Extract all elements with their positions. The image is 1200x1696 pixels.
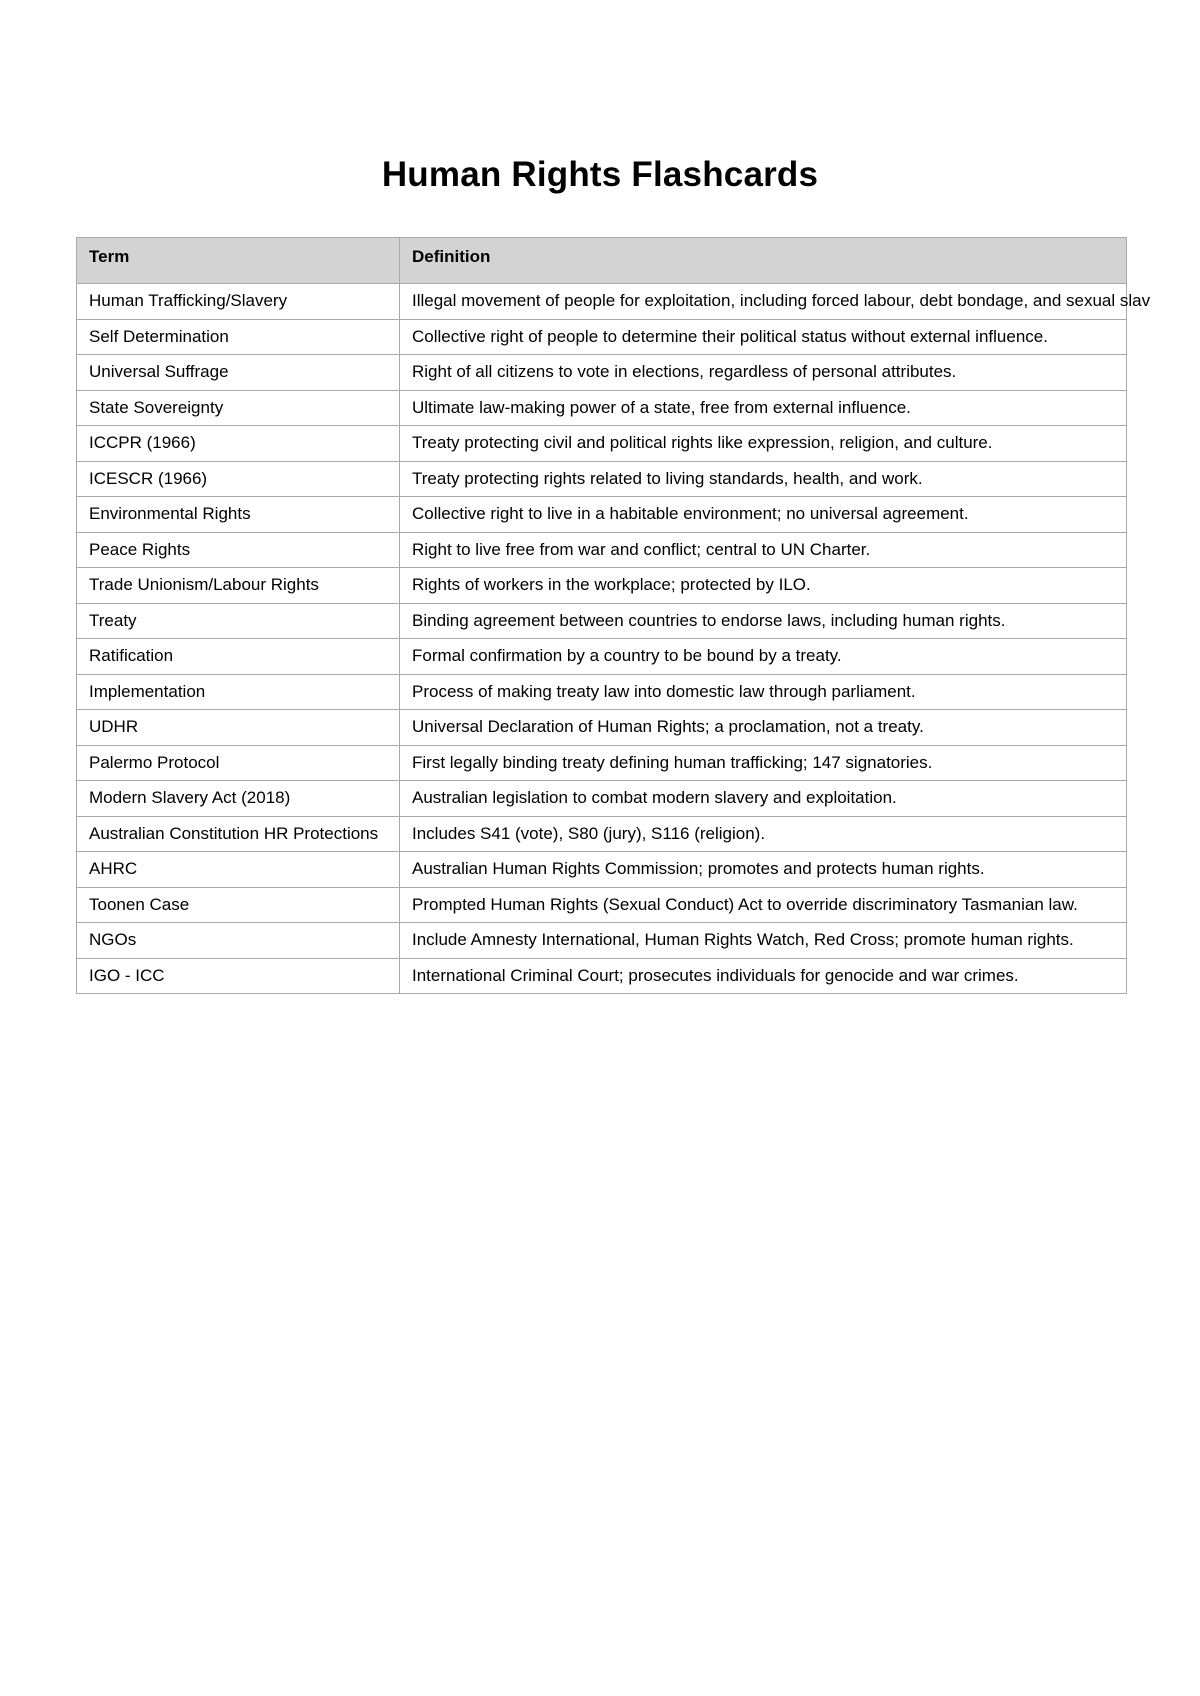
table-row bbox=[77, 887, 1127, 923]
term-cell: Implementation bbox=[77, 674, 400, 710]
definition-cell: Australian Human Rights Commission; promotes and protects human rights. bbox=[400, 852, 1127, 888]
definition-cell: Collective right of people to determine their political status without external influence. bbox=[400, 319, 1127, 355]
term-cell: Treaty bbox=[77, 603, 400, 639]
term-cell: Modern Slavery Act (2018) bbox=[77, 781, 400, 817]
table-row bbox=[77, 390, 1127, 426]
definition-cell: Binding agreement between countries to endorse laws, including human rights. bbox=[400, 603, 1127, 639]
table-row bbox=[77, 461, 1127, 497]
definition-cell: Right of all citizens to vote in elections, regardless of personal attributes. bbox=[400, 355, 1127, 391]
table-row bbox=[77, 710, 1127, 746]
definition-cell: Includes S41 (vote), S80 (jury), S116 (religion). bbox=[400, 816, 1127, 852]
table-row bbox=[77, 319, 1127, 355]
definition-cell: Illegal movement of people for exploitation, including forced labour, debt bondage, and sexual slav bbox=[400, 284, 1127, 320]
term-cell: AHRC bbox=[77, 852, 400, 888]
table-row bbox=[77, 923, 1127, 959]
column-header-term: Term bbox=[77, 238, 400, 284]
term-cell: Toonen Case bbox=[77, 887, 400, 923]
table-row bbox=[77, 781, 1127, 817]
table-row bbox=[77, 674, 1127, 710]
column-header-definition: Definition bbox=[400, 238, 1127, 284]
definition-cell: Treaty protecting civil and political rights like expression, religion, and culture. bbox=[400, 426, 1127, 462]
table-row bbox=[77, 852, 1127, 888]
definition-cell: Prompted Human Rights (Sexual Conduct) Act to override discriminatory Tasmanian law. bbox=[400, 887, 1127, 923]
definition-cell: Treaty protecting rights related to living standards, health, and work. bbox=[400, 461, 1127, 497]
definition-cell: Ultimate law-making power of a state, free from external influence. bbox=[400, 390, 1127, 426]
table-row bbox=[77, 497, 1127, 533]
term-cell: UDHR bbox=[77, 710, 400, 746]
table-row bbox=[77, 532, 1127, 568]
definition-cell: International Criminal Court; prosecutes individuals for genocide and war crimes. bbox=[400, 958, 1127, 994]
definition-cell: Australian legislation to combat modern slavery and exploitation. bbox=[400, 781, 1127, 817]
term-cell: Palermo Protocol bbox=[77, 745, 400, 781]
term-cell: Trade Unionism/Labour Rights bbox=[77, 568, 400, 604]
flashcards-table bbox=[76, 237, 1151, 994]
table-row bbox=[77, 639, 1127, 675]
table-row bbox=[77, 568, 1127, 604]
term-cell: State Sovereignty bbox=[77, 390, 400, 426]
definition-cell: Collective right to live in a habitable environment; no universal agreement. bbox=[400, 497, 1127, 533]
term-cell: Australian Constitution HR Protections bbox=[77, 816, 400, 852]
table-header-row bbox=[77, 238, 1127, 284]
definition-cell: Rights of workers in the workplace; protected by ILO. bbox=[400, 568, 1127, 604]
term-cell: Self Determination bbox=[77, 319, 400, 355]
table-row bbox=[77, 426, 1127, 462]
table-row bbox=[77, 284, 1127, 320]
definition-cell: Include Amnesty International, Human Rights Watch, Red Cross; promote human rights. bbox=[400, 923, 1127, 959]
table-row bbox=[77, 745, 1127, 781]
table-row bbox=[77, 355, 1127, 391]
term-cell: Ratification bbox=[77, 639, 400, 675]
definition-cell: Right to live free from war and conflict; central to UN Charter. bbox=[400, 532, 1127, 568]
term-cell: Environmental Rights bbox=[77, 497, 400, 533]
page-title: Human Rights Flashcards bbox=[381, 155, 819, 194]
term-cell: Human Trafficking/Slavery bbox=[77, 284, 400, 320]
table-row bbox=[77, 816, 1127, 852]
term-cell: Peace Rights bbox=[77, 532, 400, 568]
definition-cell: Universal Declaration of Human Rights; a proclamation, not a treaty. bbox=[400, 710, 1127, 746]
table-row bbox=[77, 603, 1127, 639]
flashcards-table-container bbox=[76, 237, 1200, 1012]
term-cell: Universal Suffrage bbox=[77, 355, 400, 391]
term-cell: ICCPR (1966) bbox=[77, 426, 400, 462]
definition-cell: Formal confirmation by a country to be bound by a treaty. bbox=[400, 639, 1127, 675]
term-cell: NGOs bbox=[77, 923, 400, 959]
term-cell: ICESCR (1966) bbox=[77, 461, 400, 497]
definition-cell: Process of making treaty law into domestic law through parliament. bbox=[400, 674, 1127, 710]
term-cell: IGO - ICC bbox=[77, 958, 400, 994]
definition-cell: First legally binding treaty defining human trafficking; 147 signatories. bbox=[400, 745, 1127, 781]
table-row bbox=[77, 958, 1127, 994]
